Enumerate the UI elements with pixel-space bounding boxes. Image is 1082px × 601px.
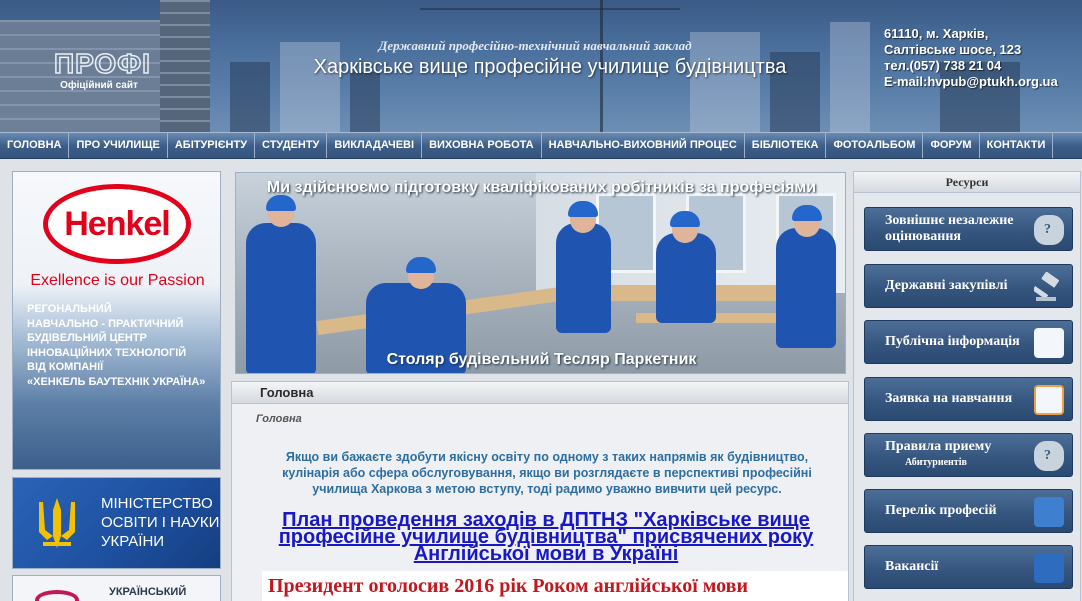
henkel-line: ІННОВАЦІЙНИХ ТЕХНОЛОГІЙ <box>27 346 187 359</box>
resource-label: Публічна інформація <box>885 334 1020 349</box>
nav-item-photo-album[interactable]: ФОТОАЛЬБОМ <box>826 133 923 158</box>
nav-item-applicants[interactable]: АБІТУРІЄНТУ <box>168 133 255 158</box>
henkel-line: БУДІВЕЛЬНИЙ ЦЕНТР <box>27 332 147 344</box>
nav-item-teachers[interactable]: ВИКЛАДАЧЕВІ <box>327 133 422 158</box>
intro-text: Якщо ви бажаєте здобути якісну освіту по одному з таких напрямів як будівництво, кулінарія або сфера обслуговування, якщо ви розглядаєте в перспективі професійні училища Харкова з метою вступу, тоді радимо уважно вивчити цей ресурс. <box>282 450 812 496</box>
ministry-line: ОСВІТИ І НАУКИ <box>101 514 220 531</box>
main-nav <box>0 132 1082 159</box>
crane-jib <box>420 8 680 10</box>
resource-professions-button[interactable] <box>864 489 1073 533</box>
header-subtitle: Державний професійно-технічний навчальний заклад <box>378 38 692 53</box>
logo-subtitle: Офіційний сайт <box>60 80 138 91</box>
resource-public-info-button[interactable] <box>864 320 1073 364</box>
banner-worker-cap <box>568 201 598 217</box>
banner-worker-cap <box>406 257 436 273</box>
ukrainian-banner-text: УКРАЇНСЬКИЙ <box>109 586 187 598</box>
ministry-banner[interactable] <box>12 477 221 569</box>
resources-header: Ресурси <box>853 171 1081 193</box>
site-header <box>0 0 1082 132</box>
english-year-plan-link[interactable]: План проведення заходів в ДПТНЗ "Харківське вище професійне училище будівництва" присвячених року Англійської мови в Україні <box>278 509 814 565</box>
resource-label: Державні закупівлі <box>885 278 1008 293</box>
banner-worker <box>656 233 716 323</box>
resource-admission-rules-button[interactable] <box>864 433 1073 477</box>
resource-label: Зовнішнє незалежне оцінювання <box>885 213 1014 244</box>
banner-worker <box>556 223 611 333</box>
henkel-slogan: Exellence is our Passion <box>30 272 205 289</box>
header-title: Харківське вище професійне училище будівництва <box>313 56 787 78</box>
resource-label: Заявка на навчання <box>885 391 1013 406</box>
gavel-icon <box>1034 272 1064 302</box>
president-announcement: Президент оголосив 2016 рік Роком англійської мови <box>262 571 848 601</box>
resource-label: Перелік професій <box>885 503 997 518</box>
professions-banner <box>235 172 846 374</box>
contact-street: Салтівське шосе, 123 <box>884 42 1022 57</box>
resource-label-main: Правила приему <box>885 439 992 454</box>
henkel-line: НАВЧАЛЬНО - ПРАКТИЧНИЙ <box>27 317 184 330</box>
banner-worker-cap <box>792 205 822 221</box>
banner-professions: Столяр будівельний Тесляр Паркетник <box>386 351 697 368</box>
banner-worker-cap <box>670 211 700 227</box>
nav-item-contacts[interactable]: КОНТАКТИ <box>980 133 1054 158</box>
ukrainian-banner[interactable] <box>12 575 221 601</box>
ministry-line: УКРАЇНИ <box>101 533 165 550</box>
resource-label <box>885 439 1035 471</box>
henkel-description <box>27 302 217 389</box>
resource-label: Вакансії <box>885 559 939 574</box>
henkel-logo-text: Henkel <box>64 204 170 243</box>
ministry-text <box>101 494 221 551</box>
nav-item-home[interactable]: ГОЛОВНА <box>0 133 69 158</box>
breadcrumb[interactable]: Головна <box>256 413 302 425</box>
brick-stack <box>160 0 210 132</box>
nav-item-students[interactable]: СТУДЕНТУ <box>255 133 327 158</box>
banner-headline: Ми здійснюємо підготовку кваліфікованих робітників за професіями <box>266 179 817 196</box>
banner-worker-cap <box>266 195 296 211</box>
henkel-line: РЕГОНАЛЬНИЙ <box>27 303 112 315</box>
henkel-logo <box>43 184 191 264</box>
form-icon <box>1034 385 1064 415</box>
content-header: Головна <box>232 382 848 404</box>
resource-application-button[interactable] <box>864 377 1073 421</box>
question-bubble-icon <box>1034 215 1064 245</box>
logo-mark: ПРОФІ <box>54 48 151 79</box>
nav-item-learning-process[interactable]: НАВЧАЛЬНО-ВИХОВНИЙ ПРОЦЕС <box>542 133 745 158</box>
site-logo[interactable] <box>54 48 151 91</box>
resource-vacancies-button[interactable] <box>864 545 1073 589</box>
house-icon <box>1034 553 1064 583</box>
question-bubble-icon <box>1034 441 1064 471</box>
nav-item-about[interactable]: ПРО УЧИЛИЩЕ <box>69 133 167 158</box>
resource-label-sub: Абитуриентів <box>905 457 967 468</box>
swirl-icon <box>35 590 79 601</box>
contact-address: 61110, м. Харків, <box>884 26 989 41</box>
contact-email[interactable]: E-mail:hvpub@ptukh.org.ua <box>884 74 1058 89</box>
nav-item-forum[interactable]: ФОРУМ <box>923 133 979 158</box>
henkel-line: ВІД КОМПАНІЇ <box>27 361 104 373</box>
header-contacts <box>884 26 1079 90</box>
nav-item-education-work[interactable]: ВИХОВНА РОБОТА <box>422 133 542 158</box>
resource-zno-button[interactable] <box>864 207 1073 251</box>
nav-item-library[interactable]: БІБЛІОТЕКА <box>745 133 827 158</box>
trident-icon <box>33 496 81 552</box>
contact-phone: тел.(057) 738 21 04 <box>884 58 1002 73</box>
main-content <box>231 381 849 601</box>
banner-worker <box>776 228 836 348</box>
henkel-banner[interactable] <box>12 171 221 470</box>
id-badge-icon <box>1034 497 1064 527</box>
ministry-line: МІНІСТЕРСТВО <box>101 495 213 512</box>
resource-procurement-button[interactable] <box>864 264 1073 308</box>
bg-building <box>350 72 380 132</box>
henkel-line: «ХЕНКЕЛЬ БАУТЕХНІК УКРАЇНА» <box>27 375 206 388</box>
document-icon <box>1034 328 1064 358</box>
